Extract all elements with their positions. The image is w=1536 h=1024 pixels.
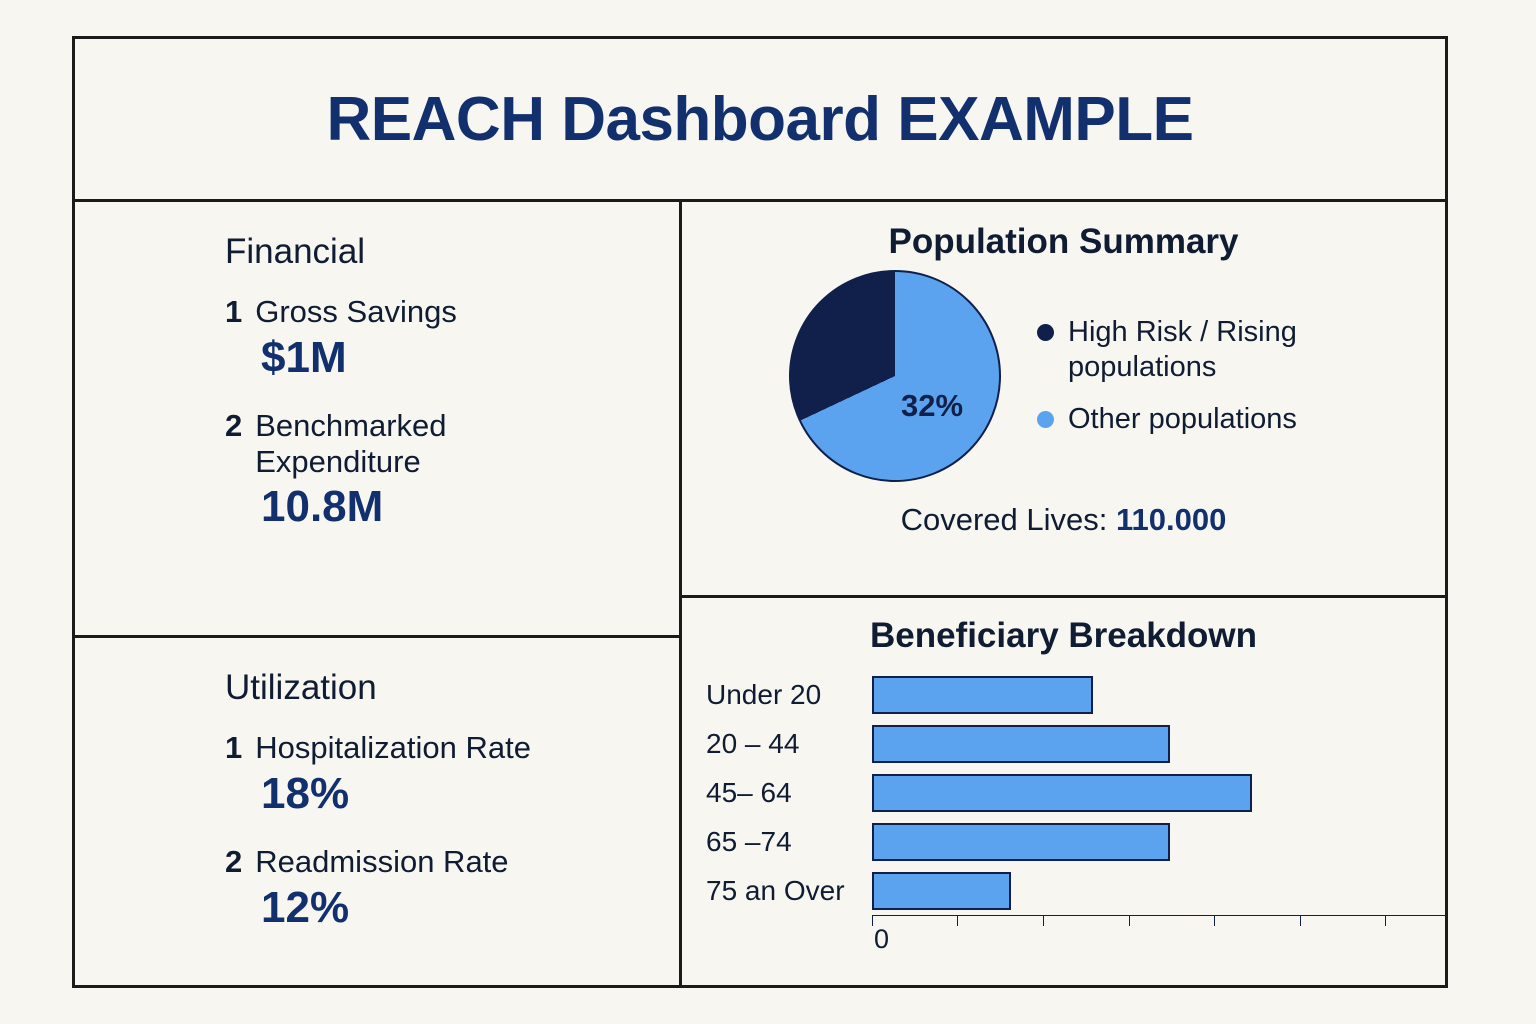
bar-track	[872, 676, 1385, 714]
metric-label: Readmission Rate	[255, 844, 509, 880]
legend-item-high-risk	[1037, 315, 1338, 385]
page-title: REACH Dashboard EXAMPLE	[326, 84, 1194, 154]
financial-panel	[75, 202, 679, 638]
bar-fill	[872, 823, 1170, 861]
bar-category-label: 75 an Over	[706, 874, 845, 906]
utilization-panel	[75, 638, 679, 985]
legend-color-swatch	[1037, 324, 1054, 341]
bar-track	[872, 823, 1385, 861]
bar-track	[872, 872, 1385, 910]
left-column	[75, 202, 682, 985]
axis-tick	[1129, 915, 1130, 926]
dashboard-body	[75, 202, 1445, 985]
axis-tick	[1214, 915, 1215, 926]
pie-slices	[789, 270, 1001, 482]
metric-index: 2	[225, 408, 243, 444]
metric-value: 10.8M	[261, 482, 384, 532]
covered-lives-label: Covered Lives:	[900, 502, 1108, 537]
metric-label: Benchmarked Expenditure	[255, 408, 447, 479]
bar-fill	[872, 774, 1252, 812]
metric-value: $1M	[261, 332, 347, 382]
axis-tick	[957, 915, 958, 926]
bar-chart-axis	[872, 915, 1445, 916]
metric-index: 1	[225, 294, 243, 329]
bar-category-label: Under 20	[706, 678, 822, 710]
population-pie-chart	[789, 270, 1001, 482]
metric-readmission-rate	[115, 844, 639, 932]
bar-row	[682, 768, 1385, 817]
metric-index: 1	[225, 730, 243, 765]
financial-heading: Financial	[225, 232, 366, 271]
axis-tick	[1300, 915, 1301, 926]
pie-legend	[1037, 315, 1338, 437]
bar-category-label: 45– 64	[706, 776, 792, 808]
bar-category-label: 20 – 44	[706, 727, 800, 759]
metric-benchmarked-expenditure	[115, 408, 639, 532]
legend-label: Other populations	[1068, 403, 1297, 436]
bar-row	[682, 866, 1385, 915]
axis-tick	[872, 915, 873, 926]
bar-row	[682, 719, 1385, 768]
utilization-heading: Utilization	[225, 668, 377, 707]
metric-value: 12%	[261, 882, 350, 932]
beneficiary-bar-chart	[682, 670, 1445, 915]
title-bar	[75, 39, 1445, 202]
right-column	[682, 202, 1445, 985]
axis-tick	[1385, 915, 1386, 926]
pie-data-label: 32%	[901, 388, 964, 423]
bar-fill	[872, 725, 1170, 763]
covered-lives-value: 110.000	[1116, 502, 1227, 537]
beneficiary-breakdown-title: Beneficiary Breakdown	[869, 616, 1258, 655]
dashboard-card	[72, 36, 1448, 988]
metric-hospitalization-rate	[115, 730, 639, 818]
metric-label: Hospitalization Rate	[255, 730, 531, 765]
axis-zero-label: 0	[874, 924, 890, 954]
bar-fill	[872, 872, 1011, 910]
legend-label: High Risk / Rising populations	[1068, 315, 1297, 383]
axis-tick	[1043, 915, 1044, 926]
covered-lives	[682, 502, 1445, 538]
population-summary-panel	[682, 202, 1445, 598]
bar-track	[872, 725, 1385, 763]
metric-gross-savings	[115, 294, 639, 382]
bar-row	[682, 670, 1385, 719]
metric-index: 2	[225, 844, 243, 880]
bar-category-label: 65 –74	[706, 825, 792, 857]
legend-item-other	[1037, 402, 1338, 437]
bar-row	[682, 817, 1385, 866]
metric-value: 18%	[261, 768, 350, 818]
metric-label: Gross Savings	[255, 294, 457, 329]
population-summary-title: Population Summary	[888, 222, 1239, 261]
bar-fill	[872, 676, 1093, 714]
legend-color-swatch	[1037, 411, 1054, 428]
bar-track	[872, 774, 1385, 812]
beneficiary-breakdown-panel	[682, 598, 1445, 985]
